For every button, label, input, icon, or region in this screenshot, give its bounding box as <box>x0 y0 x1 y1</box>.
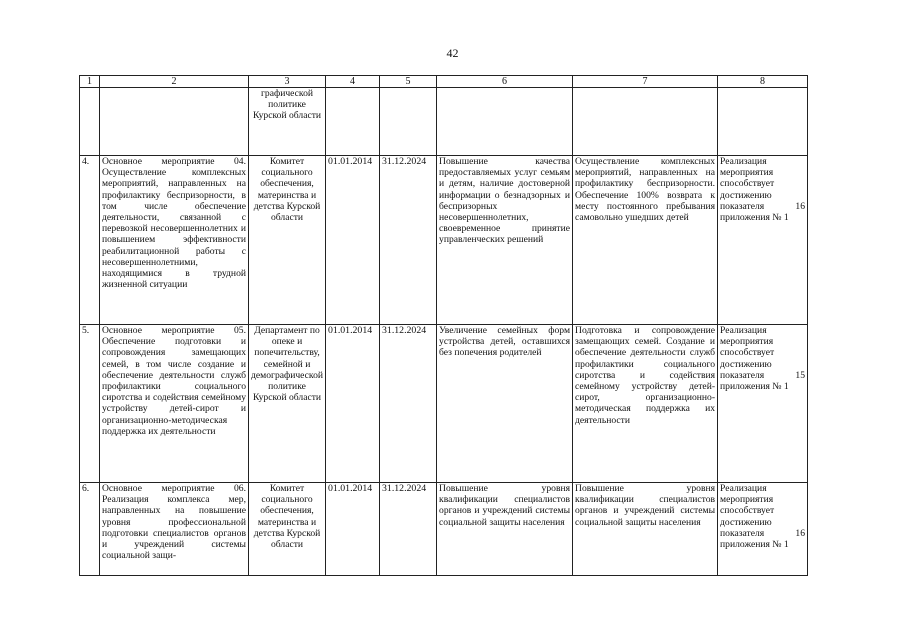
column-number-header: 3 <box>249 76 326 88</box>
expected-result: Повышение уровня квалификации специалистов органов и учреждений системы социальной защиты населения <box>437 483 573 576</box>
start-date: 01.01.2014 <box>326 483 380 576</box>
measure-name: Основное мероприятие 06. Реализация комплекса мер, направленных на повышение уровня профессиональной подготовки специалистов органов и учреждений системы социальной защи- <box>100 483 249 576</box>
executor: Департамент по опеке и попечительству, семейной и демографической политике Курской области <box>249 325 326 483</box>
row-number: 5. <box>80 325 100 483</box>
end-date <box>380 88 437 156</box>
indicator-link: Реализация мероприятия способствует достижению показателя 16 приложения № 1 <box>718 483 808 576</box>
program-measures-table <box>79 75 808 576</box>
start-date: 01.01.2014 <box>326 156 380 325</box>
indicator-link: Реализация мероприятия способствует достижению показателя 16 приложения № 1 <box>718 156 808 325</box>
column-number-header: 4 <box>326 76 380 88</box>
end-date: 31.12.2024 <box>380 156 437 325</box>
column-number-row <box>80 76 808 88</box>
column-number-header: 7 <box>573 76 718 88</box>
measure-name: Основное мероприятие 04. Осуществление комплексных мероприятий, направленных на профилактику беспризорности, в том числе обеспечение деятельности, связанной с перевозкой несовершеннолетних и повышением эффективности реабилитационной работы с несовершеннолетними, находящимися в трудной жизненной ситуации <box>100 156 249 325</box>
table-row <box>80 325 808 483</box>
row-number <box>80 88 100 156</box>
executor: Комитет социального обеспечения, материнства и детства Курской области <box>249 483 326 576</box>
consequences: Повышение уровня квалификации специалистов органов и учреждений системы социальной защиты населения <box>573 483 718 576</box>
page-number: 42 <box>446 46 459 60</box>
expected-result: Увеличение семейных форм устройства детей, оставшихся без попечения родителей <box>437 325 573 483</box>
consequences: Осуществление комплексных мероприятий, направленных на профилактику беспризорности. Обеспечение 100% возврата к месту постоянного пребывания самовольно ушедших детей <box>573 156 718 325</box>
expected-result <box>437 88 573 156</box>
expected-result: Повышение качества предоставляемых услуг семьям и детям, наличие достоверной информации о безнадзорных и беспризорных несовершеннолетних, своевременное принятие управленческих решений <box>437 156 573 325</box>
measure-name <box>100 88 249 156</box>
row-number: 4. <box>80 156 100 325</box>
consequences: Подготовка и сопровождение замещающих семей. Создание и обеспечение деятельности служб профилактики социального сиротства и содействия семейному устройству детей-сирот, организационно-методическая поддержка их деятельности <box>573 325 718 483</box>
indicator-link: Реализация мероприятия способствует достижению показателя 15 приложения № 1 <box>718 325 808 483</box>
start-date <box>326 88 380 156</box>
end-date: 31.12.2024 <box>380 483 437 576</box>
executor: Комитет социального обеспечения, материнства и детства Курской области <box>249 156 326 325</box>
table-row <box>80 483 808 576</box>
row-number: 6. <box>80 483 100 576</box>
measure-name: Основное мероприятие 05. Обеспечение подготовки и сопровождения замещающих семей, в том числе создание и обеспечение деятельности служб профилактики социального сиротства и содействия семейному устройству детей-сирот и организационно-методическая поддержка их деятельности <box>100 325 249 483</box>
indicator-link <box>718 88 808 156</box>
start-date: 01.01.2014 <box>326 325 380 483</box>
column-number-header: 8 <box>718 76 808 88</box>
column-number-header: 2 <box>100 76 249 88</box>
table-row <box>80 156 808 325</box>
executor: графической политике Курской области <box>249 88 326 156</box>
column-number-header: 6 <box>437 76 573 88</box>
table-row <box>80 88 808 156</box>
end-date: 31.12.2024 <box>380 325 437 483</box>
column-number-header: 5 <box>380 76 437 88</box>
consequences <box>573 88 718 156</box>
column-number-header: 1 <box>80 76 100 88</box>
